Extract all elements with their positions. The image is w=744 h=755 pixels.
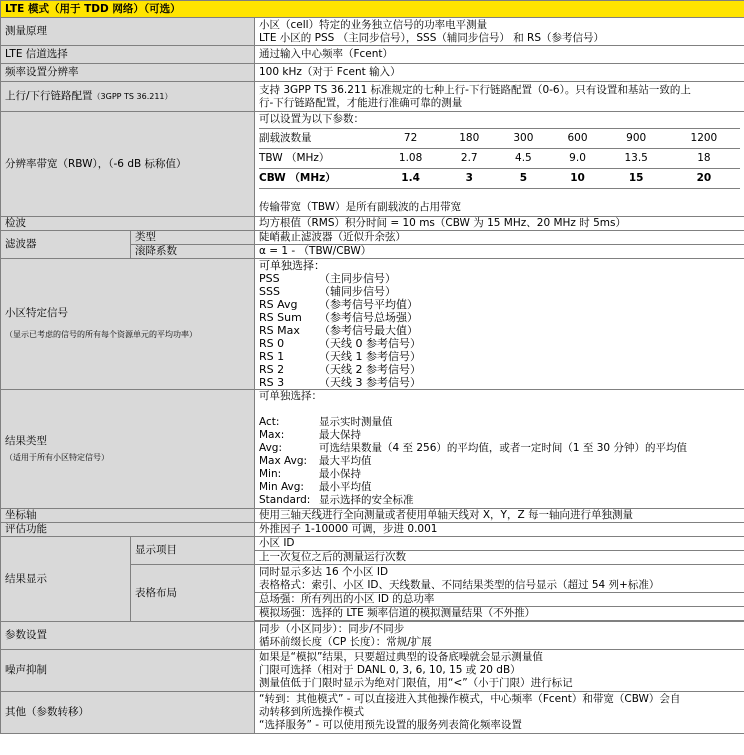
value-line: 循环前缀长度（CP 长度）：常规/扩展	[259, 635, 432, 648]
label-noise: 噪声抑制	[1, 650, 255, 692]
label-freq-resolution: 频率设置分辨率	[1, 64, 255, 82]
item-desc: （天线 3 参考信号）	[319, 376, 421, 389]
value-noise	[255, 650, 744, 692]
item-desc: 最小平均值	[319, 481, 372, 493]
item-desc: （天线 1 参考信号）	[319, 350, 421, 363]
value-line: 支持 3GPP TS 36.211 标准规定的七种上行-下行链路配置（0-6）。只有设置和基站一致的上	[259, 83, 691, 96]
label-filter: 滤波器	[1, 231, 131, 259]
item-code: Act:	[259, 416, 280, 428]
value-line: 同步（小区同步）：同步/不同步	[259, 622, 405, 635]
list-item	[259, 455, 740, 468]
label-display-items: 显示项目	[131, 537, 255, 565]
item-code: RS Max	[259, 324, 300, 337]
item-desc: （主同步信号）	[319, 272, 396, 285]
rbw-row-subcarriers	[259, 129, 740, 149]
item-desc: 最小保持	[319, 468, 361, 480]
row-axis	[1, 509, 744, 523]
list-item	[259, 429, 740, 442]
list-item	[259, 311, 740, 324]
item-desc: （参考信号最大值）	[319, 324, 418, 337]
row-detection	[1, 217, 744, 231]
value-table-layout: 模拟场强：选择的 LTE 频率信道的模拟测量结果（不外推）	[255, 607, 744, 621]
value-detection: 均方根值（RMS）积分时间 = 10 ms（CBW 为 15 MHz、20 MHz 时 5ms）	[255, 217, 744, 231]
label-result-display: 结果显示	[1, 537, 131, 622]
value-display-item: 小区 ID	[255, 537, 744, 551]
row-evaluation	[1, 523, 744, 537]
row-other	[1, 692, 744, 734]
row-result-type	[1, 390, 744, 509]
list-item	[259, 337, 740, 350]
list-item	[259, 363, 740, 376]
label-cell-signal	[1, 259, 255, 390]
value-channel-select: 通过输入中心频率（Fcent）	[255, 46, 744, 64]
label-params: 参数设置	[1, 622, 255, 650]
rbw-cell: 180	[442, 129, 496, 149]
value-line: 测量值低于门限时显示为绝对门限值，用“<”（小于门限）进行标记	[259, 677, 573, 689]
row-channel-select	[1, 46, 744, 64]
item-desc: （参考信号总场强）	[319, 311, 418, 324]
list-item	[259, 285, 740, 298]
rbw-cell: 13.5	[605, 149, 668, 169]
table-title: LTE 模式（用于 TDD 网络）（可选）	[1, 1, 744, 18]
label-note: （3GPP TS 36.211）	[92, 92, 173, 101]
label-ul-dl-config	[1, 82, 255, 112]
value-rbw	[255, 112, 744, 217]
row-noise	[1, 650, 744, 692]
item-desc: 最大保持	[319, 429, 361, 441]
rbw-cell: 1.08	[379, 149, 442, 169]
list-item	[259, 481, 740, 494]
value-line: 小区（cell）特定的业务独立信号的功率电平测量	[259, 18, 488, 31]
rbw-row-cbw	[259, 169, 740, 189]
value-line: “转到：其他模式” - 可以直接进入其他操作模式，中心频率（Fcent）和带宽（CBW）会自	[259, 693, 681, 705]
row-rbw	[1, 112, 744, 217]
label-note: （显示已考虑的信号的所有每个资源单元的平均功率）	[5, 330, 197, 339]
row-filter-type	[1, 231, 744, 245]
value-line: 门限可选择（相对于 DANL 0, 3, 6, 10, 15 或 20 dB）	[259, 664, 521, 676]
label-measure-principle: 测量原理	[1, 18, 255, 46]
value-freq-resolution: 100 kHz（对于 Fcent 输入）	[255, 64, 744, 82]
item-code: Min Avg:	[259, 481, 304, 493]
item-code: RS Sum	[259, 311, 302, 324]
result-type-intro: 可单独选择：	[259, 390, 322, 402]
row-ul-dl-config	[1, 82, 744, 112]
list-item	[259, 324, 740, 337]
item-code: Avg:	[259, 442, 282, 454]
item-code: RS 3	[259, 376, 285, 389]
item-code: Max:	[259, 429, 285, 441]
item-code: RS 0	[259, 337, 285, 350]
rbw-cell: 300	[496, 129, 550, 149]
value-params	[255, 622, 744, 650]
item-code: RS 2	[259, 363, 285, 376]
value-result-type	[255, 390, 744, 509]
item-desc: 显示选择的安全标准	[319, 494, 414, 506]
value-line: 如果是“模拟”结果，只要超过典型的设备底噪就会显示测量值	[259, 651, 543, 663]
value-line: 表格格式：索引、小区 ID、天线数量、不同结果类型的信号显示（超过 54 列+标准）	[259, 578, 660, 591]
value-table-layout: 总场强：所有列出的小区 ID 的总功率	[255, 593, 744, 607]
value-filter-rolloff: α = 1 - （TBW/CBW）	[255, 245, 744, 259]
value-filter-type: 陡峭截止滤波器（近似升余弦）	[255, 231, 744, 245]
rbw-cell: TBW （MHz）	[259, 149, 379, 169]
rbw-intro: 可以设置为以下参数：	[259, 113, 364, 125]
rbw-cell: 10	[550, 169, 604, 189]
row-freq-resolution	[1, 64, 744, 82]
rbw-cell: 1200	[668, 129, 740, 149]
rbw-note: 传输带宽（TBW）是所有副载波的占用带宽	[259, 201, 462, 213]
value-evaluation: 外推因子 1-10000 可调，步进 0.001	[255, 523, 744, 537]
rbw-cell: 900	[605, 129, 668, 149]
label-table-layout: 表格布局	[131, 565, 255, 622]
value-axis: 使用三轴天线进行全向测量或者使用单轴天线对 X，Y，Z 每一轴向进行单独测量	[255, 509, 744, 523]
rbw-cell: 9.0	[550, 149, 604, 169]
label-text: 结果类型	[5, 434, 47, 447]
rbw-cell: 20	[668, 169, 740, 189]
list-item	[259, 494, 740, 507]
list-item	[259, 272, 740, 285]
label-detection: 检波	[1, 217, 255, 231]
item-code: PSS	[259, 272, 280, 285]
list-item	[259, 468, 740, 481]
item-code: Min:	[259, 468, 282, 480]
rbw-cell: 2.7	[442, 149, 496, 169]
item-desc: 显示实时测量值	[319, 416, 393, 428]
value-line: 动转移到所选操作模式	[259, 706, 364, 718]
rbw-cell: 18	[668, 149, 740, 169]
label-rbw: 分辨率带宽（RBW），（-6 dB 标称值）	[1, 112, 255, 217]
value-ul-dl-config	[255, 82, 744, 112]
rbw-cell: 副载波数量	[259, 129, 379, 149]
row-cell-signal	[1, 259, 744, 390]
item-desc: （辅同步信号）	[319, 285, 396, 298]
label-result-type	[1, 390, 255, 509]
label-other: 其他（参数转移）	[1, 692, 255, 734]
list-item	[259, 442, 740, 455]
label-text: 小区特定信号	[5, 307, 68, 319]
label-text: 上行/下行链路配置	[5, 90, 93, 102]
rbw-cell: 15	[605, 169, 668, 189]
item-code: SSS	[259, 285, 280, 298]
value-line: LTE 小区的 PSS （主同步信号），SSS（辅同步信号） 和 RS（参考信号）	[259, 31, 605, 44]
rbw-row-tbw	[259, 149, 740, 169]
item-code: RS Avg	[259, 298, 298, 311]
value-cell-signal	[255, 259, 744, 390]
value-display-item: 上一次复位之后的测量运行次数	[255, 551, 744, 565]
value-line: 行-下行链路配置，才能进行准确可靠的测量	[259, 96, 463, 109]
item-code: RS 1	[259, 350, 285, 363]
list-item	[259, 416, 740, 429]
list-item	[259, 298, 740, 311]
rbw-cell: 1.4	[379, 169, 442, 189]
rbw-cell: 3	[442, 169, 496, 189]
row-display-item-1	[1, 537, 744, 551]
list-item	[259, 350, 740, 363]
value-measure-principle	[255, 18, 744, 46]
row-params	[1, 622, 744, 650]
rbw-cell: 72	[379, 129, 442, 149]
label-note: （适用于所有小区特定信号）	[5, 452, 109, 462]
item-desc: （参考信号平均值）	[319, 298, 418, 311]
rbw-cell: 4.5	[496, 149, 550, 169]
title-row	[1, 1, 744, 18]
item-desc: 可选结果数量（4 至 256）的平均值，或者一定时间（1 至 30 分钟）的平均值	[319, 442, 687, 454]
rbw-table	[259, 128, 740, 189]
item-code: Max Avg:	[259, 455, 308, 467]
item-desc: （天线 0 参考信号）	[319, 337, 421, 350]
label-channel-select: LTE 信道选择	[1, 46, 255, 64]
rbw-cell: 5	[496, 169, 550, 189]
rbw-cell: 600	[550, 129, 604, 149]
list-item	[259, 376, 740, 389]
label-filter-type: 类型	[131, 231, 255, 245]
rbw-cell: CBW （MHz）	[259, 169, 379, 189]
value-table-layout	[255, 565, 744, 593]
label-filter-rolloff: 滚降系数	[131, 245, 255, 259]
label-evaluation: 评估功能	[1, 523, 255, 537]
spacer	[259, 403, 740, 416]
value-line: 同时显示多达 16 个小区 ID	[259, 565, 389, 578]
item-desc: 最大平均值	[319, 455, 372, 467]
row-measure-principle	[1, 18, 744, 46]
item-desc: （天线 2 参考信号）	[319, 363, 421, 376]
value-other	[255, 692, 744, 734]
value-line: “选择服务” - 可以使用预先设置的服务列表简化频率设置	[259, 719, 522, 731]
cell-signal-intro: 可单独选择：	[259, 259, 325, 272]
item-code: Standard:	[259, 494, 311, 506]
label-axis: 坐标轴	[1, 509, 255, 523]
